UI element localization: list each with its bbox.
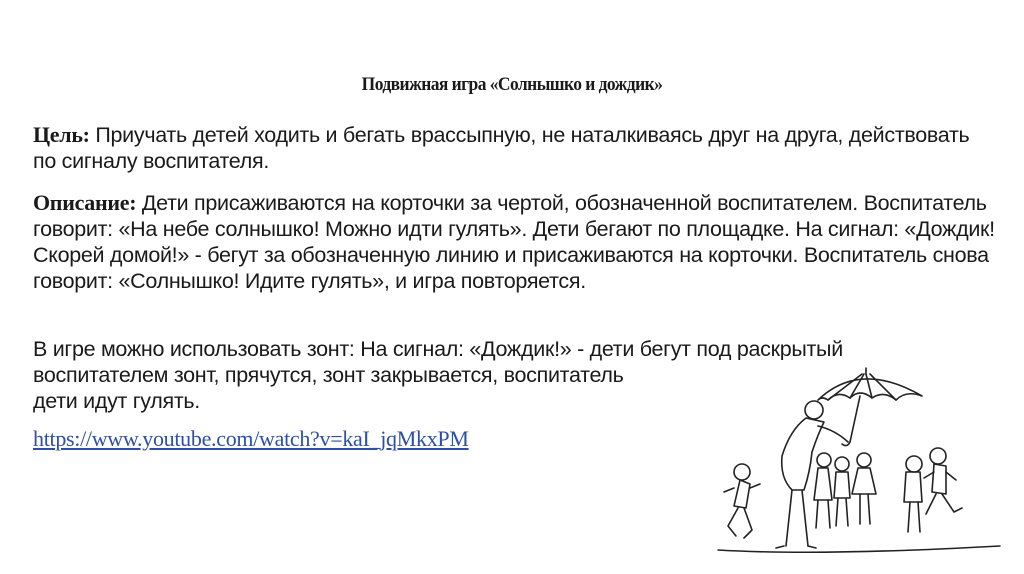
goal-label: Цель: bbox=[33, 122, 90, 147]
variant-text: В игре можно использовать зонт: На сигнал: «Дождик!» - дети бегут под раскрытый воспитателем зонт, прячутся, зонт закрывается, воспитатель bbox=[33, 337, 843, 387]
variant-tail: дети идут гулять. bbox=[33, 389, 200, 413]
page-title: Подвижная игра «Солнышко и дождик» bbox=[361, 74, 663, 95]
description-text: Дети присаживаются на корточки за чертой, обозначенной воспитателем. Воспитатель говорит: «На небе солнышко! Можно идти гулять». Дети бегают по площадке. На сигнал: «Дождик! Скорей домой!» - бегут за обозначенную линию и присаживаются на корточки. Воспитатель снова говорит: «Солнышко! Идите гулять», и игра повторяется. bbox=[33, 191, 995, 293]
children-umbrella-illustration bbox=[700, 360, 1020, 570]
youtube-link[interactable]: https://www.youtube.com/watch?v=kaI_jqMkxPM bbox=[33, 426, 469, 451]
description-label: Описание: bbox=[33, 190, 137, 215]
goal-text: Приучать детей ходить и бегать врассыпную, не наталкиваясь друг на друга, действовать по сигналу воспитателя. bbox=[33, 123, 970, 173]
goal-paragraph bbox=[33, 122, 993, 174]
description-paragraph bbox=[33, 190, 998, 294]
